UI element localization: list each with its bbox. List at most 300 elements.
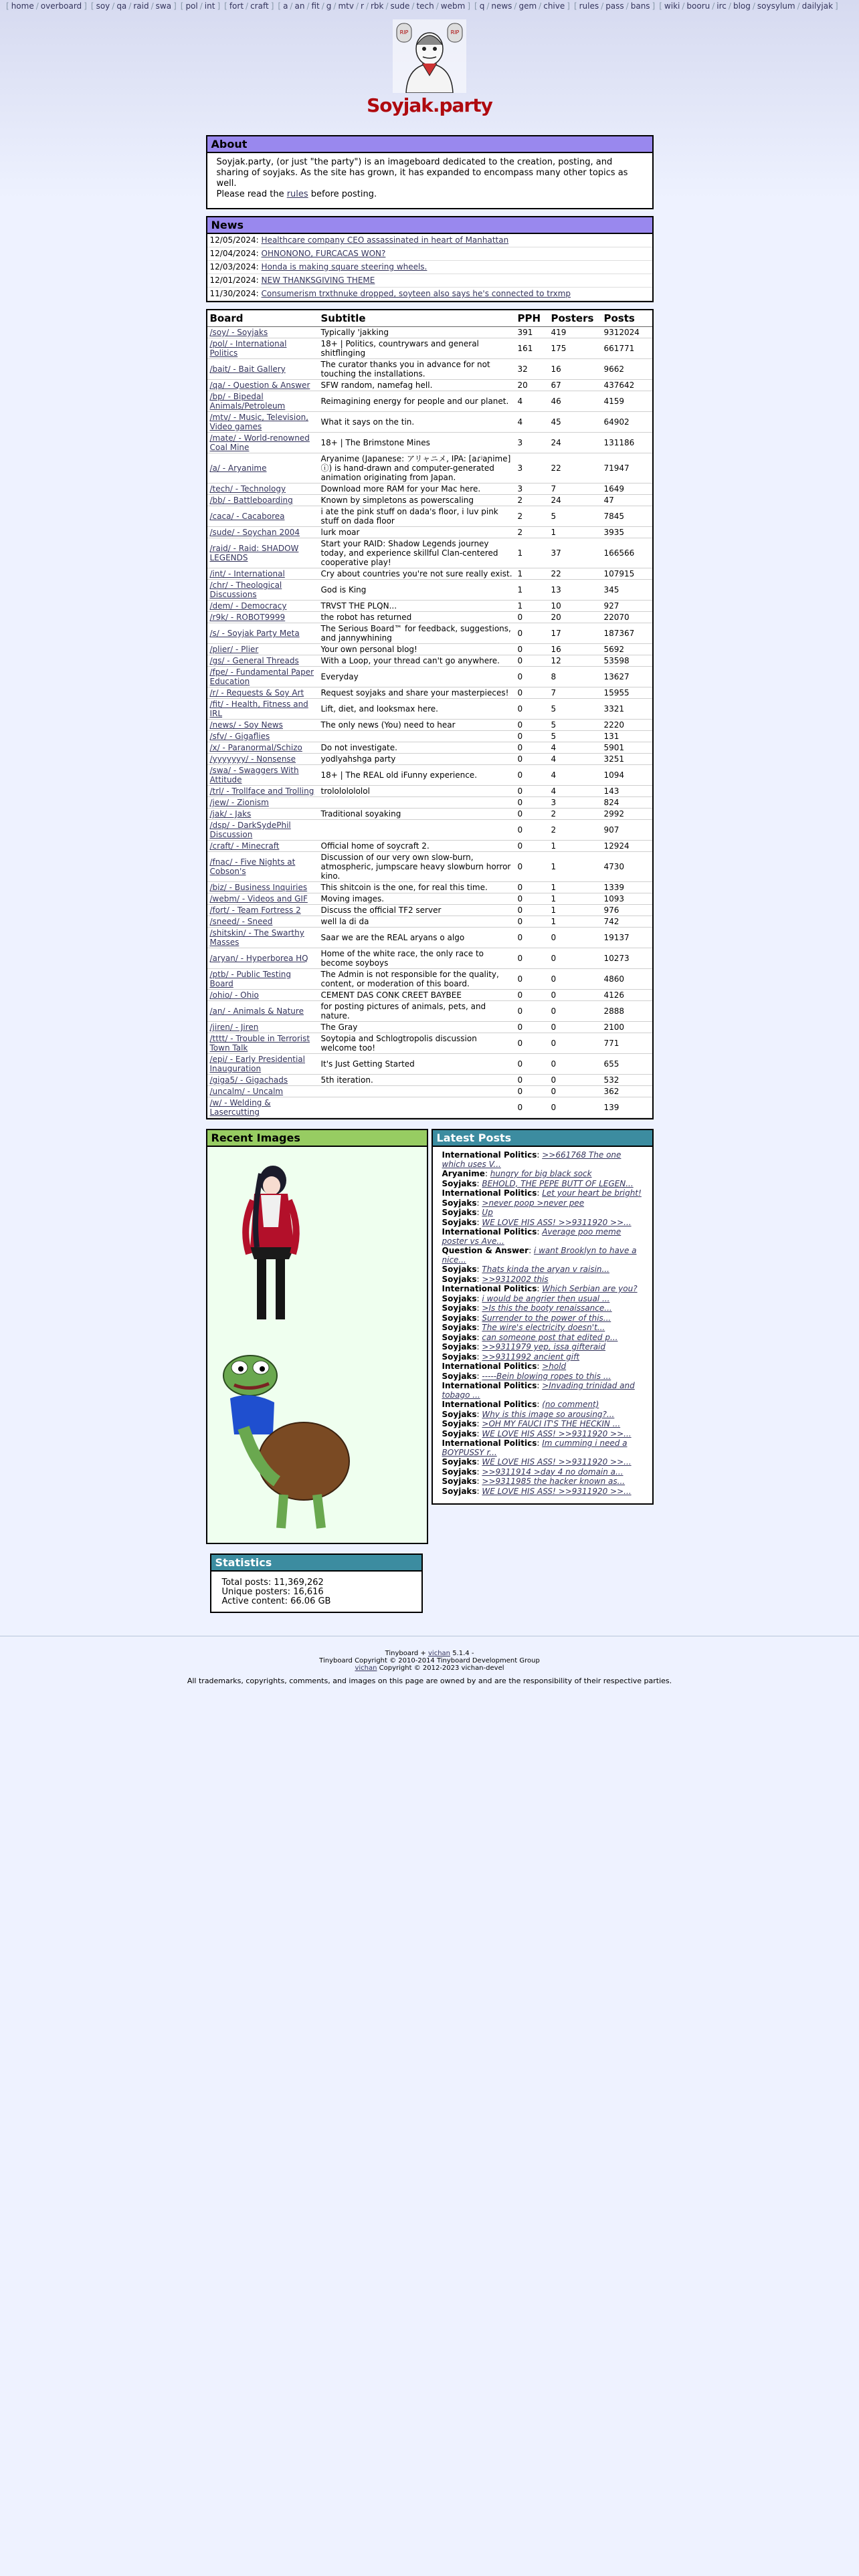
nav-link-rules[interactable]: rules bbox=[579, 1, 599, 11]
board-pph: 0 bbox=[515, 1075, 549, 1086]
board-link[interactable]: /bp/ - Bipedal Animals/Petroleum bbox=[209, 392, 286, 411]
nav-bracket: [ bbox=[90, 1, 94, 11]
latest-post-colon: : bbox=[537, 1188, 543, 1198]
board-link[interactable]: /r9k/ - ROBOT9999 bbox=[209, 613, 286, 622]
board-link[interactable]: /int/ - International bbox=[209, 569, 285, 578]
nav-bracket: ] bbox=[835, 1, 838, 11]
nav-link-soysylum[interactable]: soysylum bbox=[757, 1, 795, 11]
col-posts: Posts bbox=[601, 310, 652, 327]
board-link[interactable]: /jiren/ - Jiren bbox=[209, 1023, 259, 1032]
board-link[interactable]: /fit/ - Health, Fitness and IRL bbox=[209, 700, 308, 718]
board-posters: 1 bbox=[549, 882, 601, 893]
nav-link-overboard[interactable]: overboard bbox=[40, 1, 82, 11]
board-cell bbox=[207, 380, 318, 391]
board-link[interactable]: /yyyyyyy/ - Nonsense bbox=[209, 754, 296, 764]
latest-post bbox=[442, 1275, 646, 1285]
board-link[interactable]: /mate/ - World-renowned Coal Mine bbox=[209, 433, 310, 452]
latest-post-board: Soyjaks bbox=[442, 1332, 477, 1342]
board-cell bbox=[207, 720, 318, 731]
news-date: 12/01/2024: bbox=[209, 276, 259, 285]
board-posters: 45 bbox=[549, 412, 601, 433]
nav-link-soy[interactable]: soy bbox=[96, 1, 110, 11]
latest-post-colon: : bbox=[476, 1217, 482, 1227]
latest-posts-box bbox=[432, 1129, 654, 1505]
board-pph: 0 bbox=[515, 720, 549, 731]
latest-post-board: Soyjaks bbox=[442, 1457, 477, 1467]
board-link[interactable]: /dem/ - Democracy bbox=[209, 601, 287, 611]
latest-post-board: Soyjaks bbox=[442, 1293, 477, 1303]
nav-separator: / bbox=[797, 1, 800, 11]
latest-post bbox=[442, 1314, 646, 1323]
board-link[interactable]: /news/ - Soy News bbox=[209, 720, 283, 730]
board-cell bbox=[207, 359, 318, 380]
latest-post-link[interactable]: Surrender to the power of this... bbox=[482, 1313, 611, 1323]
latest-post-colon: : bbox=[476, 1293, 482, 1303]
board-subtitle: Traditional soyaking bbox=[318, 809, 515, 820]
board-link[interactable]: /trl/ - Trollface and Trolling bbox=[209, 786, 314, 796]
latest-post-link[interactable]: (no comment) bbox=[542, 1400, 599, 1409]
nav-link-fit[interactable]: fit bbox=[311, 1, 320, 11]
board-pph: 0 bbox=[515, 820, 549, 841]
latest-post-link[interactable]: WE LOVE HIS ASS! >>9311920 >>... bbox=[482, 1428, 632, 1438]
board-row bbox=[207, 484, 652, 495]
latest-post-colon: : bbox=[537, 1400, 543, 1409]
board-posters: 22 bbox=[549, 453, 601, 484]
latest-post-link[interactable]: >Is this the booty renaissance... bbox=[482, 1303, 612, 1313]
board-row bbox=[207, 969, 652, 990]
board-link[interactable]: /w/ - Welding & Lasercutting bbox=[209, 1098, 271, 1117]
board-cell bbox=[207, 1054, 318, 1075]
latest-post bbox=[442, 1189, 646, 1198]
board-cell bbox=[207, 644, 318, 655]
latest-post bbox=[442, 1343, 646, 1352]
board-row bbox=[207, 687, 652, 699]
latest-post-colon: : bbox=[476, 1274, 482, 1284]
news-cell bbox=[207, 234, 652, 247]
nav-separator: / bbox=[151, 1, 154, 11]
board-subtitle bbox=[318, 820, 515, 841]
board-pph: 3 bbox=[515, 433, 549, 453]
board-pph: 0 bbox=[515, 655, 549, 667]
board-pph: 0 bbox=[515, 1022, 549, 1033]
board-posters: 0 bbox=[549, 1054, 601, 1075]
board-row bbox=[207, 380, 652, 391]
board-posters: 37 bbox=[549, 538, 601, 568]
board-link[interactable]: /jew/ - Zionism bbox=[209, 798, 269, 807]
board-link[interactable]: /sude/ - Soychan 2004 bbox=[209, 528, 300, 537]
board-link[interactable]: /qa/ - Question & Answer bbox=[209, 381, 310, 390]
latest-post-link[interactable]: >OH MY FAUCI IT'S THE HECKIN ... bbox=[482, 1419, 621, 1428]
board-link[interactable]: /fpe/ - Fundamental Paper Education bbox=[209, 667, 314, 686]
nav-link-dailyjak[interactable]: dailyjak bbox=[801, 1, 834, 11]
latest-post-colon: : bbox=[537, 1381, 543, 1390]
col-posters: Posters bbox=[549, 310, 601, 327]
board-subtitle: TRVST THE PLQN... bbox=[318, 601, 515, 612]
col-subtitle: Subtitle bbox=[318, 310, 515, 327]
board-subtitle: Saar we are the REAL aryans o algo bbox=[318, 928, 515, 948]
nav-separator: / bbox=[199, 1, 203, 11]
board-link[interactable]: /bait/ - Bait Gallery bbox=[209, 364, 286, 374]
board-posters: 8 bbox=[549, 667, 601, 687]
latest-post-colon: : bbox=[537, 1362, 543, 1371]
board-cell bbox=[207, 453, 318, 484]
board-pph: 0 bbox=[515, 1054, 549, 1075]
latest-post-board: Soyjaks bbox=[442, 1486, 477, 1496]
latest-post bbox=[442, 1208, 646, 1218]
board-posts: 5901 bbox=[601, 742, 652, 754]
footer-vichan-link[interactable]: vichan bbox=[428, 1650, 451, 1657]
recent-image-pepe[interactable] bbox=[217, 1348, 351, 1535]
nav-bracket: ] bbox=[652, 1, 656, 11]
latest-post-link[interactable]: >Invading trinidad and tobago ... bbox=[442, 1381, 635, 1400]
board-link[interactable]: /jak/ - Jaks bbox=[209, 809, 252, 819]
latest-post-link[interactable]: i would be angrier then usual ... bbox=[482, 1293, 610, 1303]
board-link[interactable]: /giga5/ - Gigachads bbox=[209, 1075, 288, 1085]
board-subtitle: Known by simpletons as powerscaling bbox=[318, 495, 515, 506]
nav-link-r[interactable]: r bbox=[361, 1, 364, 11]
board-posts: 3321 bbox=[601, 699, 652, 720]
board-pph: 0 bbox=[515, 644, 549, 655]
board-row bbox=[207, 928, 652, 948]
board-subtitle bbox=[318, 1086, 515, 1097]
board-pph: 0 bbox=[515, 667, 549, 687]
latest-post bbox=[442, 1362, 646, 1372]
latest-post-colon: : bbox=[476, 1198, 482, 1208]
board-row bbox=[207, 786, 652, 797]
latest-post-link[interactable]: >never poop >never pee bbox=[482, 1198, 585, 1208]
about-box bbox=[206, 135, 654, 209]
recent-images-heading: Recent Images bbox=[207, 1130, 427, 1147]
board-link[interactable]: /caca/ - Cacaborea bbox=[209, 512, 285, 521]
board-link[interactable]: /bb/ - Battleboarding bbox=[209, 496, 293, 505]
board-posters: 46 bbox=[549, 391, 601, 412]
board-posts: 3935 bbox=[601, 527, 652, 538]
board-posts: 4126 bbox=[601, 990, 652, 1001]
footer-line-1 bbox=[0, 1650, 859, 1657]
board-subtitle: This shitcoin is the one, for real this time. bbox=[318, 882, 515, 893]
board-pph: 0 bbox=[515, 699, 549, 720]
board-link[interactable]: /fort/ - Team Fortress 2 bbox=[209, 905, 301, 915]
board-cell bbox=[207, 580, 318, 601]
nav-link-news[interactable]: news bbox=[491, 1, 512, 11]
board-row bbox=[207, 1022, 652, 1033]
board-link[interactable]: /mtv/ - Music, Television, Video games bbox=[209, 413, 308, 431]
board-posts: 1093 bbox=[601, 893, 652, 905]
nav-link-sude[interactable]: sude bbox=[390, 1, 410, 11]
news-link[interactable]: Honda is making square steering wheels. bbox=[261, 262, 427, 272]
nav-link-swa[interactable]: swa bbox=[155, 1, 172, 11]
board-cell bbox=[207, 786, 318, 797]
nav-link-irc[interactable]: irc bbox=[717, 1, 727, 11]
board-row bbox=[207, 527, 652, 538]
news-cell bbox=[207, 261, 652, 274]
latest-post-board: International Politics bbox=[442, 1188, 537, 1198]
nav-link-home[interactable]: home bbox=[11, 1, 34, 11]
board-subtitle: Discussion of our very own slow-burn, atmospheric, jumpscare heavy slowburn horror kino. bbox=[318, 852, 515, 882]
board-link[interactable]: /craft/ - Minecraft bbox=[209, 841, 280, 851]
nav-link-webm[interactable]: webm bbox=[440, 1, 466, 11]
board-link[interactable]: /x/ - Paranormal/Schizo bbox=[209, 743, 302, 752]
footer-vichan-link-2[interactable]: vichan bbox=[355, 1665, 377, 1672]
board-link[interactable]: /swa/ - Swaggers With Attitude bbox=[209, 766, 299, 784]
board-link[interactable]: /a/ - Aryanime bbox=[209, 463, 267, 473]
board-cell bbox=[207, 765, 318, 786]
board-pph: 0 bbox=[515, 852, 549, 882]
nav-link-bans[interactable]: bans bbox=[630, 1, 650, 11]
board-row bbox=[207, 820, 652, 841]
board-cell bbox=[207, 742, 318, 754]
nav-link-g[interactable]: g bbox=[326, 1, 332, 11]
board-subtitle: Download more RAM for your Mac here. bbox=[318, 484, 515, 495]
latest-post-link[interactable]: The wire's electricity doesn't... bbox=[482, 1323, 605, 1332]
latest-post-link[interactable]: can someone post that edited p... bbox=[482, 1332, 618, 1342]
board-link[interactable]: /aryan/ - Hyperborea HQ bbox=[209, 954, 308, 963]
board-cell bbox=[207, 731, 318, 742]
news-item bbox=[207, 247, 652, 261]
nav-link-rbk[interactable]: rbk bbox=[371, 1, 384, 11]
board-link[interactable]: /uncalm/ - Uncalm bbox=[209, 1087, 284, 1096]
nav-link-a[interactable]: a bbox=[283, 1, 288, 11]
board-subtitle bbox=[318, 731, 515, 742]
nav-separator: / bbox=[333, 1, 337, 11]
latest-post bbox=[442, 1410, 646, 1420]
board-link[interactable]: /chr/ - Theological Discussions bbox=[209, 580, 282, 599]
latest-post-link[interactable]: Im cumming i need a BOYPUSSY r... bbox=[442, 1438, 628, 1457]
news-date: 11/30/2024: bbox=[209, 289, 259, 298]
board-posts: 19137 bbox=[601, 928, 652, 948]
board-posters: 1 bbox=[549, 905, 601, 916]
board-cell bbox=[207, 495, 318, 506]
latest-post-link[interactable]: hungry for big black sock bbox=[490, 1169, 592, 1178]
board-link[interactable]: /an/ - Animals & Nature bbox=[209, 1006, 304, 1016]
board-subtitle: well la di da bbox=[318, 916, 515, 928]
latest-post-link[interactable]: WE LOVE HIS ASS! >>9311920 >>... bbox=[482, 1217, 632, 1227]
nav-link-chive[interactable]: chive bbox=[543, 1, 565, 11]
latest-post-link[interactable]: Average poo meme poster vs Ave... bbox=[442, 1227, 622, 1246]
nav-link-craft[interactable]: craft bbox=[250, 1, 269, 11]
board-link[interactable]: /plier/ - Plier bbox=[209, 645, 259, 654]
nav-bracket: ] bbox=[567, 1, 570, 11]
board-link[interactable]: /soy/ - Soyjaks bbox=[209, 328, 268, 337]
news-link[interactable]: OHNONONO, FURCACAS WON? bbox=[261, 249, 386, 258]
board-cell bbox=[207, 506, 318, 527]
board-row bbox=[207, 731, 652, 742]
latest-post-link[interactable]: >>9312002 this bbox=[482, 1274, 549, 1284]
board-link[interactable]: /sneed/ - Sneed bbox=[209, 917, 273, 926]
recent-image-anime-girl[interactable] bbox=[214, 1154, 321, 1327]
board-cell bbox=[207, 916, 318, 928]
latest-post-link[interactable]: -----Bein blowing ropes to this ... bbox=[482, 1371, 611, 1381]
latest-post-board: Soyjaks bbox=[442, 1217, 477, 1227]
nav-bracket: [ bbox=[474, 1, 478, 11]
board-link[interactable]: /pol/ - International Politics bbox=[209, 339, 287, 358]
latest-post-link[interactable]: >>9311992 ancient gift bbox=[482, 1352, 580, 1362]
board-row bbox=[207, 623, 652, 644]
latest-post-colon: : bbox=[476, 1419, 482, 1428]
latest-post-link[interactable]: Why is this image so arousing?... bbox=[482, 1409, 615, 1419]
board-pph: 0 bbox=[515, 1033, 549, 1054]
board-posts: 12924 bbox=[601, 841, 652, 852]
news-cell bbox=[207, 247, 652, 261]
news-link[interactable]: Healthcare company CEO assassinated in heart of Manhattan bbox=[261, 235, 509, 245]
latest-post-colon: : bbox=[476, 1352, 482, 1362]
board-posters: 10 bbox=[549, 601, 601, 612]
site-logo[interactable] bbox=[393, 19, 466, 93]
nav-separator: / bbox=[601, 1, 604, 11]
latest-post-link[interactable]: Up bbox=[482, 1208, 493, 1217]
latest-post-colon: : bbox=[476, 1409, 482, 1419]
board-cell bbox=[207, 1033, 318, 1054]
board-row bbox=[207, 1086, 652, 1097]
latest-post-link[interactable]: >>9311914 >day 4 no domain a... bbox=[482, 1467, 624, 1477]
board-link[interactable]: /shitskin/ - The Swarthy Masses bbox=[209, 928, 304, 947]
nav-bracket: [ bbox=[6, 1, 9, 11]
news-cell bbox=[207, 274, 652, 288]
latest-post-link[interactable]: Let your heart be bright! bbox=[542, 1188, 642, 1198]
board-link[interactable]: /fnac/ - Five Nights at Cobson's bbox=[209, 857, 296, 876]
latest-post-colon: : bbox=[476, 1323, 482, 1332]
nav-link-pol[interactable]: pol bbox=[185, 1, 198, 11]
latest-post-link[interactable]: >>9311985 the hacker known as... bbox=[482, 1477, 626, 1486]
board-link[interactable]: /raid/ - Raid: SHADOW LEGENDS bbox=[209, 544, 299, 562]
news-link[interactable]: Consumerism trxthnuke dropped, soyteen also says he's connected to trxmp bbox=[261, 289, 571, 298]
board-pph: 0 bbox=[515, 905, 549, 916]
nav-separator: / bbox=[246, 1, 249, 11]
board-subtitle: i ate the pink stuff on dada's floor, i luv pink stuff on dada floor bbox=[318, 506, 515, 527]
board-posters: 20 bbox=[549, 612, 601, 623]
nav-separator: / bbox=[35, 1, 39, 11]
board-pph: 0 bbox=[515, 841, 549, 852]
nav-link-pass[interactable]: pass bbox=[605, 1, 624, 11]
nav-link-mtv[interactable]: mtv bbox=[338, 1, 354, 11]
latest-post-colon: : bbox=[476, 1477, 482, 1486]
board-subtitle: 5th iteration. bbox=[318, 1075, 515, 1086]
board-subtitle: Reimagining energy for people and our planet. bbox=[318, 391, 515, 412]
nav-link-raid[interactable]: raid bbox=[133, 1, 149, 11]
statistics-box bbox=[210, 1553, 423, 1613]
nav-link-wiki[interactable]: wiki bbox=[664, 1, 680, 11]
news-item bbox=[207, 261, 652, 274]
latest-post-colon: : bbox=[484, 1169, 490, 1178]
board-link[interactable]: /ptb/ - Public Testing Board bbox=[209, 970, 291, 988]
boards-table bbox=[207, 310, 652, 1118]
latest-post-colon: : bbox=[476, 1313, 482, 1323]
board-subtitle: Do not investigate. bbox=[318, 742, 515, 754]
latest-post-link[interactable]: Which Serbian are you? bbox=[542, 1284, 638, 1293]
board-subtitle: Your own personal blog! bbox=[318, 644, 515, 655]
board-cell bbox=[207, 852, 318, 882]
board-subtitle: With a Loop, your thread can't go anywhere. bbox=[318, 655, 515, 667]
board-link[interactable]: /s/ - Soyjak Party Meta bbox=[209, 629, 300, 638]
board-link[interactable]: /sfv/ - Gigaflies bbox=[209, 732, 270, 741]
board-link[interactable]: /webm/ - Videos and GIF bbox=[209, 894, 308, 903]
latest-post-link[interactable]: WE LOVE HIS ASS! >>9311920 >>... bbox=[482, 1457, 632, 1467]
board-posts: 47 bbox=[601, 495, 652, 506]
board-cell bbox=[207, 1075, 318, 1086]
board-row bbox=[207, 797, 652, 809]
latest-post-colon: : bbox=[476, 1428, 482, 1438]
board-pph: 2 bbox=[515, 527, 549, 538]
board-row bbox=[207, 568, 652, 580]
board-link[interactable]: /r/ - Requests & Soy Art bbox=[209, 688, 304, 697]
latest-post bbox=[442, 1304, 646, 1313]
board-link[interactable]: /ohio/ - Ohio bbox=[209, 990, 259, 1000]
nav-link-an[interactable]: an bbox=[294, 1, 305, 11]
latest-post-link[interactable]: >hold bbox=[542, 1362, 567, 1371]
board-subtitle: Moving images. bbox=[318, 893, 515, 905]
latest-post-link[interactable]: >>9311979 yep, issa gifteraid bbox=[482, 1342, 606, 1352]
board-pph: 0 bbox=[515, 809, 549, 820]
nav-link-int[interactable]: int bbox=[204, 1, 215, 11]
latest-post-link[interactable]: WE LOVE HIS ASS! >>9311920 >>... bbox=[482, 1486, 632, 1496]
board-posters: 175 bbox=[549, 338, 601, 359]
board-posts: 907 bbox=[601, 820, 652, 841]
rules-link[interactable]: rules bbox=[286, 189, 308, 199]
board-link[interactable]: /tech/ - Technology bbox=[209, 484, 286, 494]
latest-post bbox=[442, 1228, 646, 1246]
latest-post-link[interactable]: BEHOLD, THE PEPE BUTT OF LEGEN... bbox=[482, 1178, 634, 1188]
board-subtitle bbox=[318, 797, 515, 809]
board-posts: 437642 bbox=[601, 380, 652, 391]
board-subtitle: Start your RAID: Shadow Legends journey today, and experience skillful Clan-centered cooperative play! bbox=[318, 538, 515, 568]
board-cell bbox=[207, 809, 318, 820]
board-row bbox=[207, 538, 652, 568]
board-pph: 0 bbox=[515, 742, 549, 754]
news-cell bbox=[207, 288, 652, 301]
board-row bbox=[207, 359, 652, 380]
latest-post bbox=[442, 1468, 646, 1477]
nav-bracket: [ bbox=[659, 1, 662, 11]
nav-link-gem[interactable]: gem bbox=[518, 1, 537, 11]
nav-separator: / bbox=[486, 1, 490, 11]
board-row bbox=[207, 1075, 652, 1086]
board-pph: 2 bbox=[515, 506, 549, 527]
nav-separator: / bbox=[321, 1, 324, 11]
board-subtitle: The Gray bbox=[318, 1022, 515, 1033]
board-posts: 131 bbox=[601, 731, 652, 742]
latest-post bbox=[442, 1265, 646, 1275]
board-posts: 661771 bbox=[601, 338, 652, 359]
nav-link-booru[interactable]: booru bbox=[686, 1, 710, 11]
board-row bbox=[207, 412, 652, 433]
latest-post-link[interactable]: Thats kinda the aryan v raisin... bbox=[482, 1265, 609, 1274]
boards-header-row bbox=[207, 310, 652, 327]
latest-post-link[interactable]: >>661768 The one which uses V... bbox=[442, 1150, 622, 1169]
latest-post bbox=[442, 1151, 646, 1169]
board-posts: 362 bbox=[601, 1086, 652, 1097]
latest-post-link[interactable]: i want Brooklyn to have a nice... bbox=[442, 1246, 637, 1265]
nav-link-q[interactable]: q bbox=[479, 1, 485, 11]
board-link[interactable]: /epi/ - Early Presidential Inauguration bbox=[209, 1055, 305, 1073]
board-posts: 1339 bbox=[601, 882, 652, 893]
board-link[interactable]: /biz/ - Business Inquiries bbox=[209, 883, 308, 892]
footer-version: 5.1.4 - bbox=[450, 1650, 474, 1657]
nav-link-tech[interactable]: tech bbox=[416, 1, 434, 11]
board-link[interactable]: /gs/ - General Threads bbox=[209, 656, 299, 665]
board-link[interactable]: /dsp/ - DarkSydePhil Discussion bbox=[209, 821, 291, 839]
latest-post-board: Soyjaks bbox=[442, 1265, 477, 1274]
site-title: Soyjak.party bbox=[367, 94, 492, 116]
nav-link-fort[interactable]: fort bbox=[229, 1, 244, 11]
latest-post-colon: : bbox=[476, 1486, 482, 1496]
news-link[interactable]: NEW THANKSGIVING THEME bbox=[261, 276, 375, 285]
nav-bracket: [ bbox=[180, 1, 184, 11]
news-box bbox=[206, 216, 654, 302]
nav-link-qa[interactable]: qa bbox=[116, 1, 127, 11]
nav-link-blog[interactable]: blog bbox=[733, 1, 751, 11]
latest-post-colon: : bbox=[476, 1342, 482, 1352]
board-link[interactable]: /tttt/ - Trouble in Terrorist Town Talk bbox=[209, 1034, 310, 1053]
